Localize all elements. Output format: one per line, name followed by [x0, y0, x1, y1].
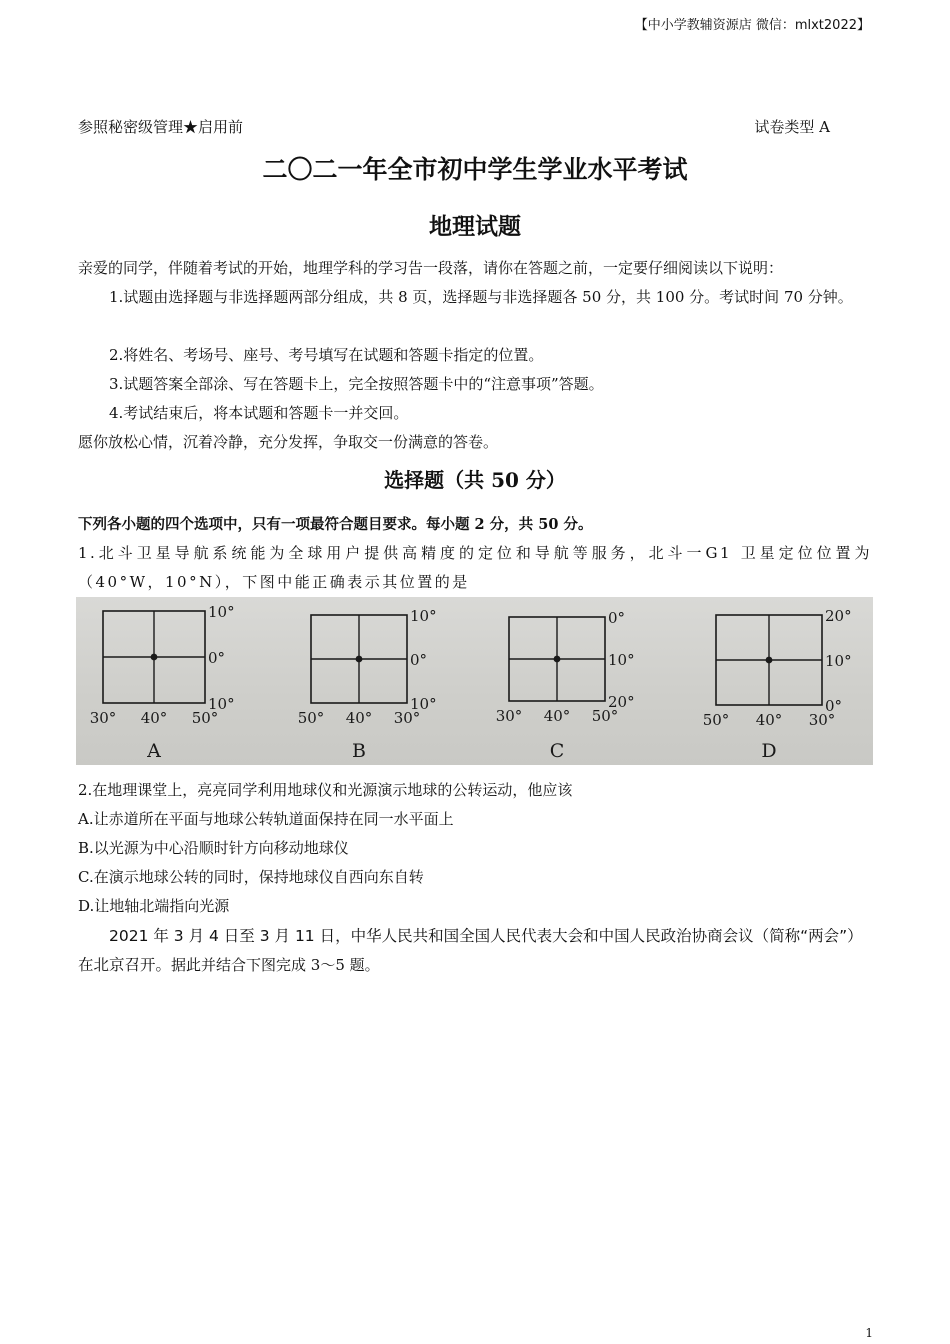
option-c-lon-label: 50° — [591, 707, 619, 725]
option-d-lat-label: 20° — [825, 607, 852, 625]
option-c-lon-label: 40° — [543, 707, 571, 725]
subject-title: 地理试题 — [429, 213, 521, 240]
option-a-lat-label: 10° — [208, 695, 235, 713]
question-2-option-b: B.以光源为中心沿顺时针方向移动地球仪 — [78, 839, 349, 857]
option-b-lat-label: 10° — [410, 695, 437, 713]
option-c-lon-label: 30° — [495, 707, 523, 725]
question-2-option-a: A.让赤道所在平面与地球公转轨道面保持在同一水平面上 — [78, 810, 454, 828]
option-d-lon-label: 50° — [702, 711, 730, 729]
paper-type: 试卷类型 A — [754, 118, 830, 136]
section-title: 选择题（共 50 分） — [384, 468, 566, 492]
option-a-satellite-point — [151, 654, 158, 661]
material-text: 2021 年 3 月 4 日至 3 月 11 日，中华人民共和国全国人民代表大会和中国人民政治协商会议（简称“两会”）在北京召开。 — [78, 927, 863, 974]
option-c-lat-label: 0° — [608, 609, 626, 627]
option-b-label: B — [352, 740, 366, 762]
coordinate-grids-svg — [76, 597, 873, 765]
option-d-lat-label: 10° — [825, 652, 852, 670]
instruction-item: 3.试题答案全部涂、写在答题卡上，完全按照答题卡中的“注意事项”答题。 — [109, 375, 604, 393]
confidential-label: 参照秘密级管理★启用前 — [78, 118, 244, 136]
store-tag: 【中小学教辅资源店 微信：mlxt2022】 — [634, 18, 870, 33]
option-a-lon-label: 40° — [140, 709, 168, 727]
option-a-lon-label: 30° — [89, 709, 117, 727]
instruction-item: 4.考试结束后，将本试题和答题卡一并交回。 — [109, 404, 409, 422]
question-1-stem: 1.北斗卫星导航系统能为全球用户提供高精度的定位和导航等服务，北斗一G1 卫星定位位置为（40°W，10°N），下图中能正确表示其位置的是 — [78, 544, 872, 591]
option-a-lat-label: 0° — [208, 649, 226, 667]
option-a-lat-label: 10° — [208, 603, 235, 621]
option-a-label: A — [147, 740, 161, 762]
option-c-satellite-point — [554, 656, 561, 663]
section-directions: 下列各小题的四个选项中，只有一项最符合题目要求。每小题 2 分，共 50 分。 — [78, 516, 593, 533]
option-d-lon-label: 40° — [755, 711, 783, 729]
option-b-lat-label: 0° — [410, 651, 428, 669]
option-c-lat-label: 10° — [608, 651, 635, 669]
question-2-option-d: D.让地轴北端指向光源 — [78, 897, 230, 915]
option-d-lat-label: 0° — [825, 697, 843, 715]
option-b-lon-label: 30° — [393, 709, 421, 727]
instruction-item: 1.试题由选择题与非选择题两部分组成，共 8 页，选择题与非选择题各 50 分，共 100 分。考试时间 70 分钟。 — [109, 288, 853, 306]
material-paragraph — [78, 922, 872, 980]
instructions-intro: 亲爱的同学，伴随着考试的开始，地理学科的学习告一段落，请你在答题之前，一定要仔细阅读以下说明： — [78, 259, 784, 277]
question-2-option-c: C.在演示地球公转的同时，保持地球仪自西向东自转 — [78, 868, 424, 886]
exam-title: 二〇二一年全市初中学生学业水平考试 — [262, 155, 688, 184]
option-c-lat-label: 20° — [608, 693, 635, 711]
option-d-lon-label: 30° — [808, 711, 836, 729]
option-b-satellite-point — [356, 656, 363, 663]
option-b-lat-label: 10° — [410, 607, 437, 625]
option-a-lon-label: 50° — [191, 709, 219, 727]
page-number: 1 — [865, 1326, 873, 1340]
question-2-stem: 2.在地理课堂上，亮亮同学利用地球仪和光源演示地球的公转运动，他应该 — [78, 781, 573, 799]
option-b-lon-label: 50° — [297, 709, 325, 727]
instruction-item: 2.将姓名、考场号、座号、考号填写在试题和答题卡指定的位置。 — [109, 346, 544, 364]
option-d-satellite-point — [766, 657, 773, 664]
material-instruction: 据此并结合下图完成 3～5 题。 — [171, 956, 380, 974]
coordinate-grids-figure — [76, 597, 873, 765]
option-b-lon-label: 40° — [345, 709, 373, 727]
option-d-label: D — [761, 740, 777, 762]
option-c-label: C — [549, 740, 565, 762]
instructions-closing: 愿你放松心情，沉着冷静，充分发挥，争取交一份满意的答卷。 — [78, 433, 499, 451]
